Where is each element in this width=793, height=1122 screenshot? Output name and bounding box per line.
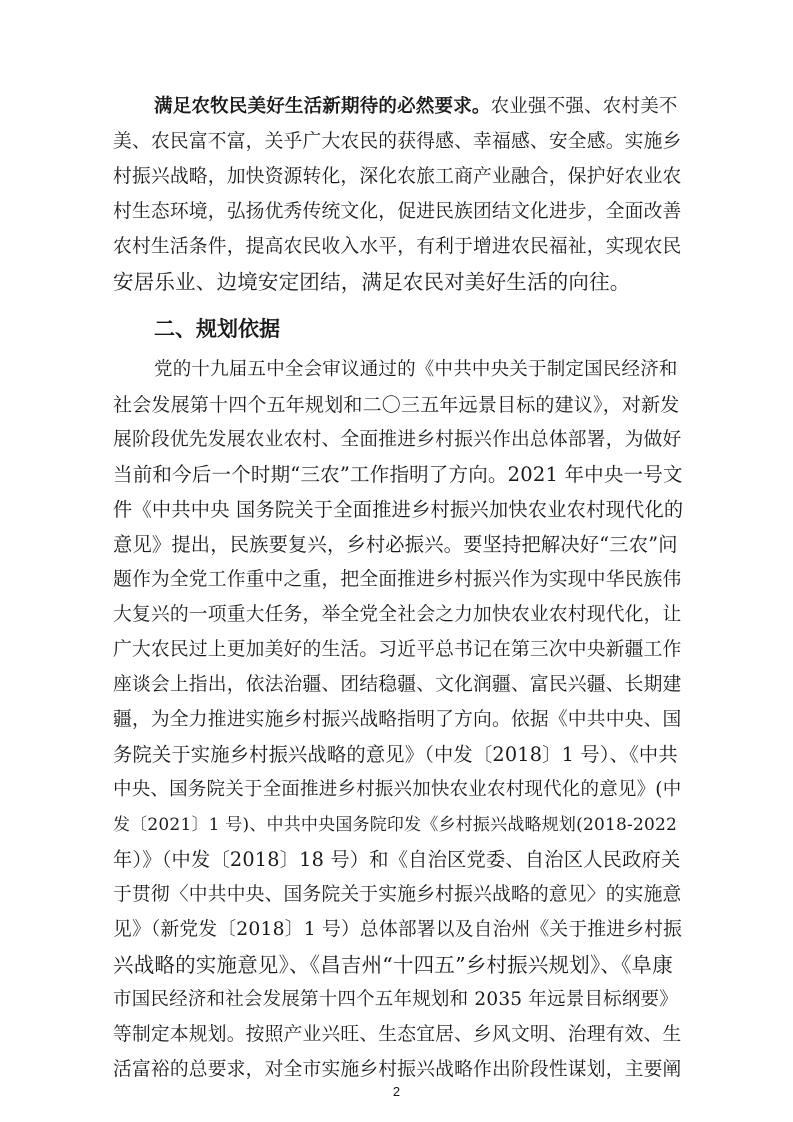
para2-line-11: 疆，为全力推进实施乡村振兴战略指明了方向。依据《中共中央、国 <box>113 709 682 730</box>
para2-line-4: 当前和今后一个时期“三农”工作指明了方向。2021 年中央一号文 <box>113 463 683 486</box>
para2-line-19: 市国民经济和社会发展第十四个五年规划和 2035 年远景目标纲要》 <box>113 989 678 1010</box>
section-heading: 二、规划依据 <box>154 317 280 341</box>
para2-line-15: 年）》（中发〔2018〕18 号）和《自治区党委、自治区人民政府关 <box>113 848 681 871</box>
para1-line-2: 美、农民富不富，关乎广大农民的获得感、幸福感、安全感。实施乡 <box>113 131 682 152</box>
para2-line-3: 展阶段优先发展农业农村、全面推进乡村振兴作出总体部署，为做好 <box>113 429 682 450</box>
para2-line-13: 中央、国务院关于全面推进乡村振兴加快农业农村现代化的意见》(中 <box>113 779 682 800</box>
para1-line-5: 农村生活条件，提高农民收入水平，有利于增进农民福祉，实现农民 <box>113 236 682 257</box>
para2-line-20: 等制定本规划。按照产业兴旺、生态宜居、乡风文明、治理有效、生 <box>113 1024 682 1045</box>
para2-line-10: 座谈会上指出，依法治疆、团结稳疆、文化润疆、富民兴疆、长期建 <box>113 674 682 695</box>
para2-line-8: 大复兴的一项重大任务，举全党全社会之力加快农业农村现代化，让 <box>113 604 682 625</box>
para2-line-14: 发〔2021〕1 号)、中共中央国务院印发《乡村振兴战略规划(2018-2022 <box>113 815 678 835</box>
para1-line-1 <box>154 93 678 121</box>
para2-line-7: 题作为全党工作重中之重，把全面推进乡村振兴作为实现中华民族伟 <box>113 569 682 590</box>
para2-line-16: 于贯彻〈中共中央、国务院关于实施乡村振兴战略的意见〉的实施意 <box>113 884 682 905</box>
para1-line1-rest: 农业强不强、农村美不 <box>490 96 678 117</box>
page-number: 2 <box>392 1084 401 1099</box>
para2-line-6: 意见》提出，民族要复兴，乡村必振兴。要坚持把解决好“三农”问 <box>113 533 678 556</box>
para1-line-4: 村生态环境，弘扬优秀传统文化，促进民族团结文化进步，全面改善 <box>113 201 682 222</box>
para2-line-2: 社会发展第十四个五年规划和二〇三五年远景目标的建议》，对新发 <box>113 394 680 416</box>
para1-line-3: 村振兴战略，加快资源转化，深化农旅工商产业融合，保护好农业农 <box>113 166 682 187</box>
para2-line-18: 兴战略的实施意见》、《昌吉州“十四五”乡村振兴规划》、《阜康 <box>113 953 673 977</box>
para2-line-21: 活富裕的总要求，对全市实施乡村振兴战略作出阶段性谋划，主要阐 <box>113 1059 682 1080</box>
para2-line-12: 务院关于实施乡村振兴战略的意见》（中发〔2018〕1 号）、《中共 <box>113 743 678 766</box>
para2-line-17: 见》（新党发〔2018〕1 号）总体部署以及自治州《关于推进乡村振 <box>113 919 683 940</box>
para2-line-1: 党的十九届五中全会审议通过的《中共中央关于制定国民经济和 <box>154 359 678 380</box>
para2-line-5: 件《中共中央 国务院关于全面推进乡村振兴加快农业农村现代化的 <box>113 498 684 521</box>
para1-bold-lead: 满足农牧民美好生活新期待的必然要求。 <box>154 96 491 117</box>
para1-line-6: 安居乐业、边境安定团结，满足农民对美好生活的向往。 <box>113 270 631 294</box>
para2-line-9: 广大农民过上更加美好的生活。习近平总书记在第三次中央新疆工作 <box>113 639 682 660</box>
